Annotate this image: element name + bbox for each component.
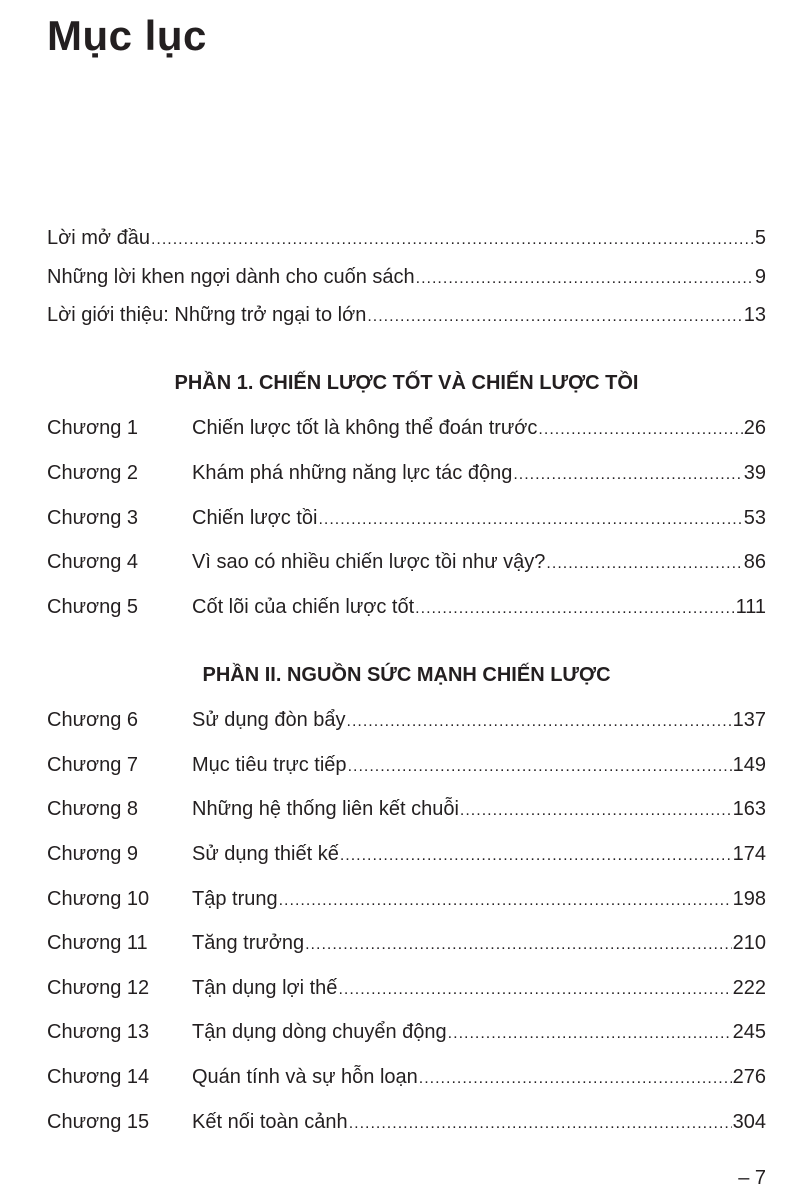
toc-entry[interactable]: [47, 223, 766, 253]
dot-leader: [367, 302, 742, 332]
dot-leader: [347, 707, 732, 737]
toc-entry[interactable]: [47, 1107, 766, 1137]
dot-leader: [305, 930, 732, 960]
chapter-number: Chương 8: [47, 798, 138, 820]
entry-page: 26: [743, 417, 766, 439]
entry-title: Sử dụng thiết kế: [192, 843, 339, 865]
entry-page: 174: [732, 843, 766, 865]
entry-page: 222: [732, 977, 766, 999]
dot-leader: [348, 752, 732, 782]
entry-page: 86: [743, 551, 766, 573]
entry-page: 245: [732, 1021, 766, 1043]
chapter-number: Chương 10: [47, 888, 150, 910]
chapter-number: Chương 15: [47, 1111, 150, 1133]
chapter-number: Chương 13: [47, 1021, 150, 1043]
entry-title: Những lời khen ngợi dành cho cuốn sách: [47, 266, 415, 288]
chapter-number: Chương 4: [47, 551, 138, 573]
entry-page: 39: [743, 462, 766, 484]
entry-title: Khám phá những năng lực tác động: [192, 462, 513, 484]
entry-title: Cốt lõi của chiến lược tốt: [192, 596, 415, 618]
entry-page: 111: [735, 596, 766, 618]
entry-title: Kết nối toàn cảnh: [192, 1111, 348, 1133]
toc-entry[interactable]: [47, 1062, 766, 1092]
entry-page: 210: [732, 932, 766, 954]
toc-entry[interactable]: [47, 1017, 766, 1047]
part-heading: PHẦN II. NGUỒN SỨC MẠNH CHIẾN LƯỢC: [202, 664, 611, 686]
dot-leader: [318, 505, 742, 535]
toc-entry[interactable]: [47, 592, 766, 622]
chapter-number: Chương 12: [47, 977, 150, 999]
page-number: – 7: [738, 1167, 766, 1189]
page-title: Mục lục: [47, 12, 207, 59]
chapter-number: Chương 14: [47, 1066, 150, 1088]
toc-entry[interactable]: [47, 503, 766, 533]
entry-page: 163: [732, 798, 766, 820]
toc-entry[interactable]: [47, 884, 766, 914]
chapter-number: Chương 6: [47, 709, 138, 731]
entry-title: Lời mở đầu: [47, 227, 150, 249]
entry-title: Quán tính và sự hỗn loạn: [192, 1066, 418, 1088]
entry-title: Tận dụng dòng chuyển động: [192, 1021, 447, 1043]
entry-page: 13: [743, 304, 766, 326]
toc-entry[interactable]: [47, 300, 766, 330]
dot-leader: [340, 841, 732, 871]
toc-entry[interactable]: [47, 705, 766, 735]
toc-entry[interactable]: [47, 973, 766, 1003]
toc-entry[interactable]: [47, 547, 766, 577]
entry-title: Tận dụng lợi thế: [192, 977, 338, 999]
entry-title: Lời giới thiệu: Những trở ngại to lớn: [47, 304, 367, 326]
entry-page: 304: [732, 1111, 766, 1133]
entry-page: 137: [732, 709, 766, 731]
dot-leader: [279, 886, 732, 916]
dot-leader: [546, 549, 742, 579]
dot-leader: [538, 415, 742, 445]
chapter-number: Chương 9: [47, 843, 138, 865]
entry-page: 149: [732, 754, 766, 776]
toc-entry[interactable]: [47, 413, 766, 443]
dot-leader: [513, 460, 742, 490]
entry-title: Mục tiêu trực tiếp: [192, 754, 347, 776]
entry-title: Chiến lược tồi: [192, 507, 318, 529]
toc-entry[interactable]: [47, 458, 766, 488]
entry-page: 53: [743, 507, 766, 529]
dot-leader: [338, 975, 731, 1005]
entry-title: Tăng trưởng: [192, 932, 305, 954]
toc-entry[interactable]: [47, 262, 766, 292]
entry-title: Vì sao có nhiều chiến lược tồi như vậy?: [192, 551, 546, 573]
dot-leader: [151, 225, 754, 255]
toc-entry[interactable]: [47, 750, 766, 780]
toc-entry[interactable]: [47, 928, 766, 958]
dot-leader: [415, 594, 734, 624]
dot-leader: [416, 264, 754, 294]
dot-leader: [349, 1109, 732, 1139]
dot-leader: [460, 796, 732, 826]
entry-title: Tập trung: [192, 888, 278, 910]
dot-leader: [448, 1019, 732, 1049]
entry-page: 198: [732, 888, 766, 910]
entry-title: Những hệ thống liên kết chuỗi: [192, 798, 459, 820]
toc-entry[interactable]: [47, 794, 766, 824]
chapter-number: Chương 5: [47, 596, 138, 618]
chapter-number: Chương 2: [47, 462, 138, 484]
entry-page: 276: [732, 1066, 766, 1088]
entry-title: Chiến lược tốt là không thể đoán trước: [192, 417, 538, 439]
chapter-number: Chương 3: [47, 507, 138, 529]
dot-leader: [419, 1064, 732, 1094]
part-heading: PHẦN 1. CHIẾN LƯỢC TỐT VÀ CHIẾN LƯỢC TỒI: [174, 372, 639, 394]
chapter-number: Chương 1: [47, 417, 138, 439]
entry-page: 9: [754, 266, 766, 288]
entry-title: Sử dụng đòn bẩy: [192, 709, 346, 731]
chapter-number: Chương 11: [47, 932, 148, 954]
chapter-number: Chương 7: [47, 754, 138, 776]
toc-entry[interactable]: [47, 839, 766, 869]
entry-page: 5: [754, 227, 766, 249]
